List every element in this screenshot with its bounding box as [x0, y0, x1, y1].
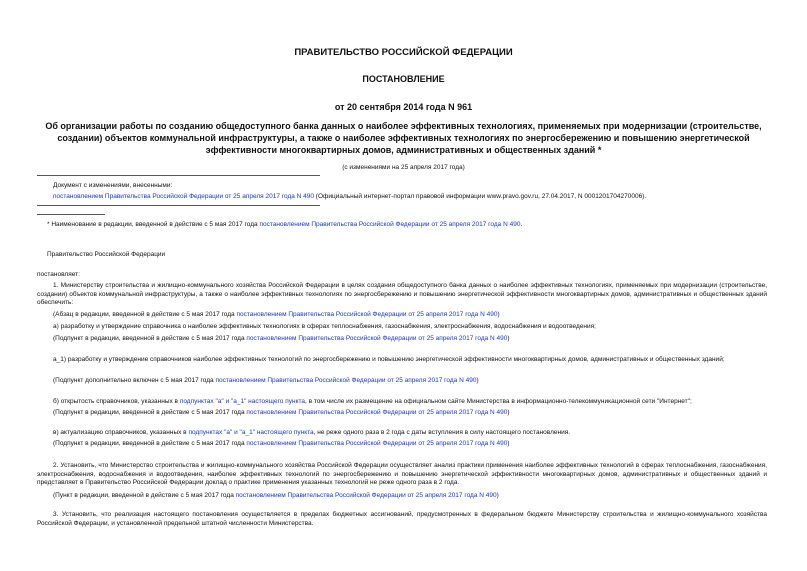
document-type-heading: ПОСТАНОВЛЕНИЕ — [362, 74, 445, 84]
subpoint-v-note: (Подпункт в редакции, введенной в действие с 5 мая 2017 года постановлением Правительства Российской Федерации от 25 апреля 2017 года N 490) — [53, 440, 510, 447]
subpoint-b-link[interactable]: подпунктах "а" и "а_1" настоящего пункта — [179, 398, 306, 405]
divider-top — [37, 175, 320, 176]
subpoint-v-note-link[interactable]: постановлением Правительства Российской Федерации от 25 апреля 2017 года N 490 — [246, 440, 508, 447]
subpoint-v: в) актуализацию справочников, указанных в подпунктах "а" и "а_1" настоящего пункта, не реже одного раза в 2 года с даты вступления в силу настоящего постановления. — [53, 429, 571, 436]
issuer: Правительство Российской Федерации — [47, 251, 166, 258]
divider-bottom — [37, 205, 320, 206]
amendment-source: (Официальный интернет-портал правовой информации www.pravo.gov.ru, 27.04.2017, N 0001201704270006). — [314, 193, 647, 200]
subpoint-v-link[interactable]: подпунктах "а" и "а_1" настоящего пункта — [188, 429, 314, 436]
amendments-intro: Документ с изменениями, внесенными: — [53, 182, 173, 189]
subpoint-a: а) разработку и утверждение справочника о наиболее эффективных технологиях в сферах теплоснабжения, газоснабжения, электроснабжения, водоснабжения и водоотведения; — [53, 323, 596, 330]
footnote-link[interactable]: постановлением Правительства Российской Федерации от 25 апреля 2017 года N 490 — [259, 221, 521, 228]
date-number-heading: от 20 сентября 2014 года N 961 — [334, 102, 473, 112]
revision-note: (с изменениями на 25 апреля 2017 года) — [342, 164, 465, 171]
footnote-end: . — [520, 221, 523, 228]
footnote-text: * Наименование в редакции, введенной в действие с 5 мая 2017 года — [47, 221, 260, 228]
amendment-link[interactable]: постановлением Правительства Российской Федерации от 25 апреля 2017 года N 490 — [53, 193, 314, 200]
subpoint-b-note-link[interactable]: постановлением Правительства Российской Федерации от 25 апреля 2017 года N 490 — [246, 409, 508, 416]
subpoint-b-note: (Подпункт в редакции, введенной в действие с 5 мая 2017 года постановлением Правительства Российской Федерации от 25 апреля 2017 года N 490) — [53, 409, 510, 416]
subpoint-a1: а_1) разработку и утверждение справочников наиболее эффективных технологий по энергосбережению и повышению энергетической эффективности многоквартирных домов, административных и общественных зданий; — [53, 356, 725, 363]
subpoint-a1-note-link[interactable]: постановлением Правительства Российской Федерации от 25 апреля 2017 года N 490 — [215, 377, 477, 384]
government-heading: ПРАВИТЕЛЬСТВО РОССИЙСКОЙ ФЕДЕРАЦИИ — [294, 47, 513, 58]
decrees-label: постановляет: — [37, 271, 80, 278]
footnote — [47, 220, 522, 229]
paragraph-1-note-link[interactable]: постановлением Правительства Российской Федерации от 25 апреля 2017 года N 490 — [236, 311, 498, 318]
paragraph-2-note-link[interactable]: постановлением Правительства Российской Федерации от 25 апреля 2017 года N 490 — [235, 492, 497, 499]
subpoint-b: б) открытость справочников, указанных в подпунктах "а" и "а_1" настоящего пункта, в том числе их размещение на официальном сайте Министерства в информационно-телекоммуникационной сети "Интернет"; — [53, 398, 692, 405]
document-title: Об организации работы по созданию общедоступного банка данных о наиболее эффективных технологиях, применяемых при модернизации (строительстве, создании) объектов коммунальной инфраструктуры, а также о наиболее эффективных технологиях по энергосбережению и повышению энергетической эффективности многоквартирных домов, административных и общественных зданий * — [45, 121, 762, 155]
paragraph-2: 2. Установить, что Министерство строительства и жилищно-коммунального хозяйства Российской Федерации осуществляет анализ практики применения наиболее эффективных технологий в сферах теплоснабжения, газоснабжения, электроснабжения, водоснабжения и водоотведения, наиболее эффективных технологий по энергосбережению и повышению энергетической эффективности многоквартирных домов, административных и общественных зданий и представляет в Правительство Российской Федерации доклад о практике применения указанных технологий не реже одного раза в 2 года. — [37, 462, 767, 487]
subpoint-a-note-link[interactable]: постановлением Правительства Российской Федерации от 25 апреля 2017 года N 490 — [246, 335, 508, 342]
paragraph-3: 3. Установить, что реализация настоящего постановления осуществляется в пределах бюджетных ассигнований, предусмотренных в федеральном бюджете Министерству строительства и жилищно-коммунального хозяйства Российской Федерации, и установленной предельной штатной численности Министерства. — [37, 511, 767, 527]
amendments-line — [53, 192, 646, 201]
subpoint-a1-note: (Подпункт дополнительно включен с 5 мая 2017 года постановлением Правительства Российской Федерации от 25 апреля 2017 года N 490) — [53, 377, 479, 384]
footnote-divider — [37, 214, 105, 215]
paragraph-2-note: (Пункт в редакции, введенной в действие с 5 мая 2017 года постановлением Правительства Российской Федерации от 25 апреля 2017 года N 490) — [53, 492, 499, 499]
subpoint-a-note: (Подпункт в редакции, введенной в действие с 5 мая 2017 года постановлением Правительства Российской Федерации от 25 апреля 2017 года N 490) — [53, 335, 510, 342]
paragraph-1-note: (Абзац в редакции, введенной в действие с 5 мая 2017 года постановлением Правительства Российской Федерации от 25 апреля 2017 года N 490) — [53, 311, 500, 318]
paragraph-1: 1. Министерству строительства и жилищно-коммунального хозяйства Российской Федерации в целях создания общедоступного банка данных о наиболее эффективных технологиях, применяемых при модернизации (строительстве, создании) объектов коммунальной инфраструктуры, а также о наиболее эффективных технологиях по энергосбережению и повышению энергетической эффективности многоквартирных домов, административных и общественных зданий обеспечить: — [37, 282, 767, 307]
